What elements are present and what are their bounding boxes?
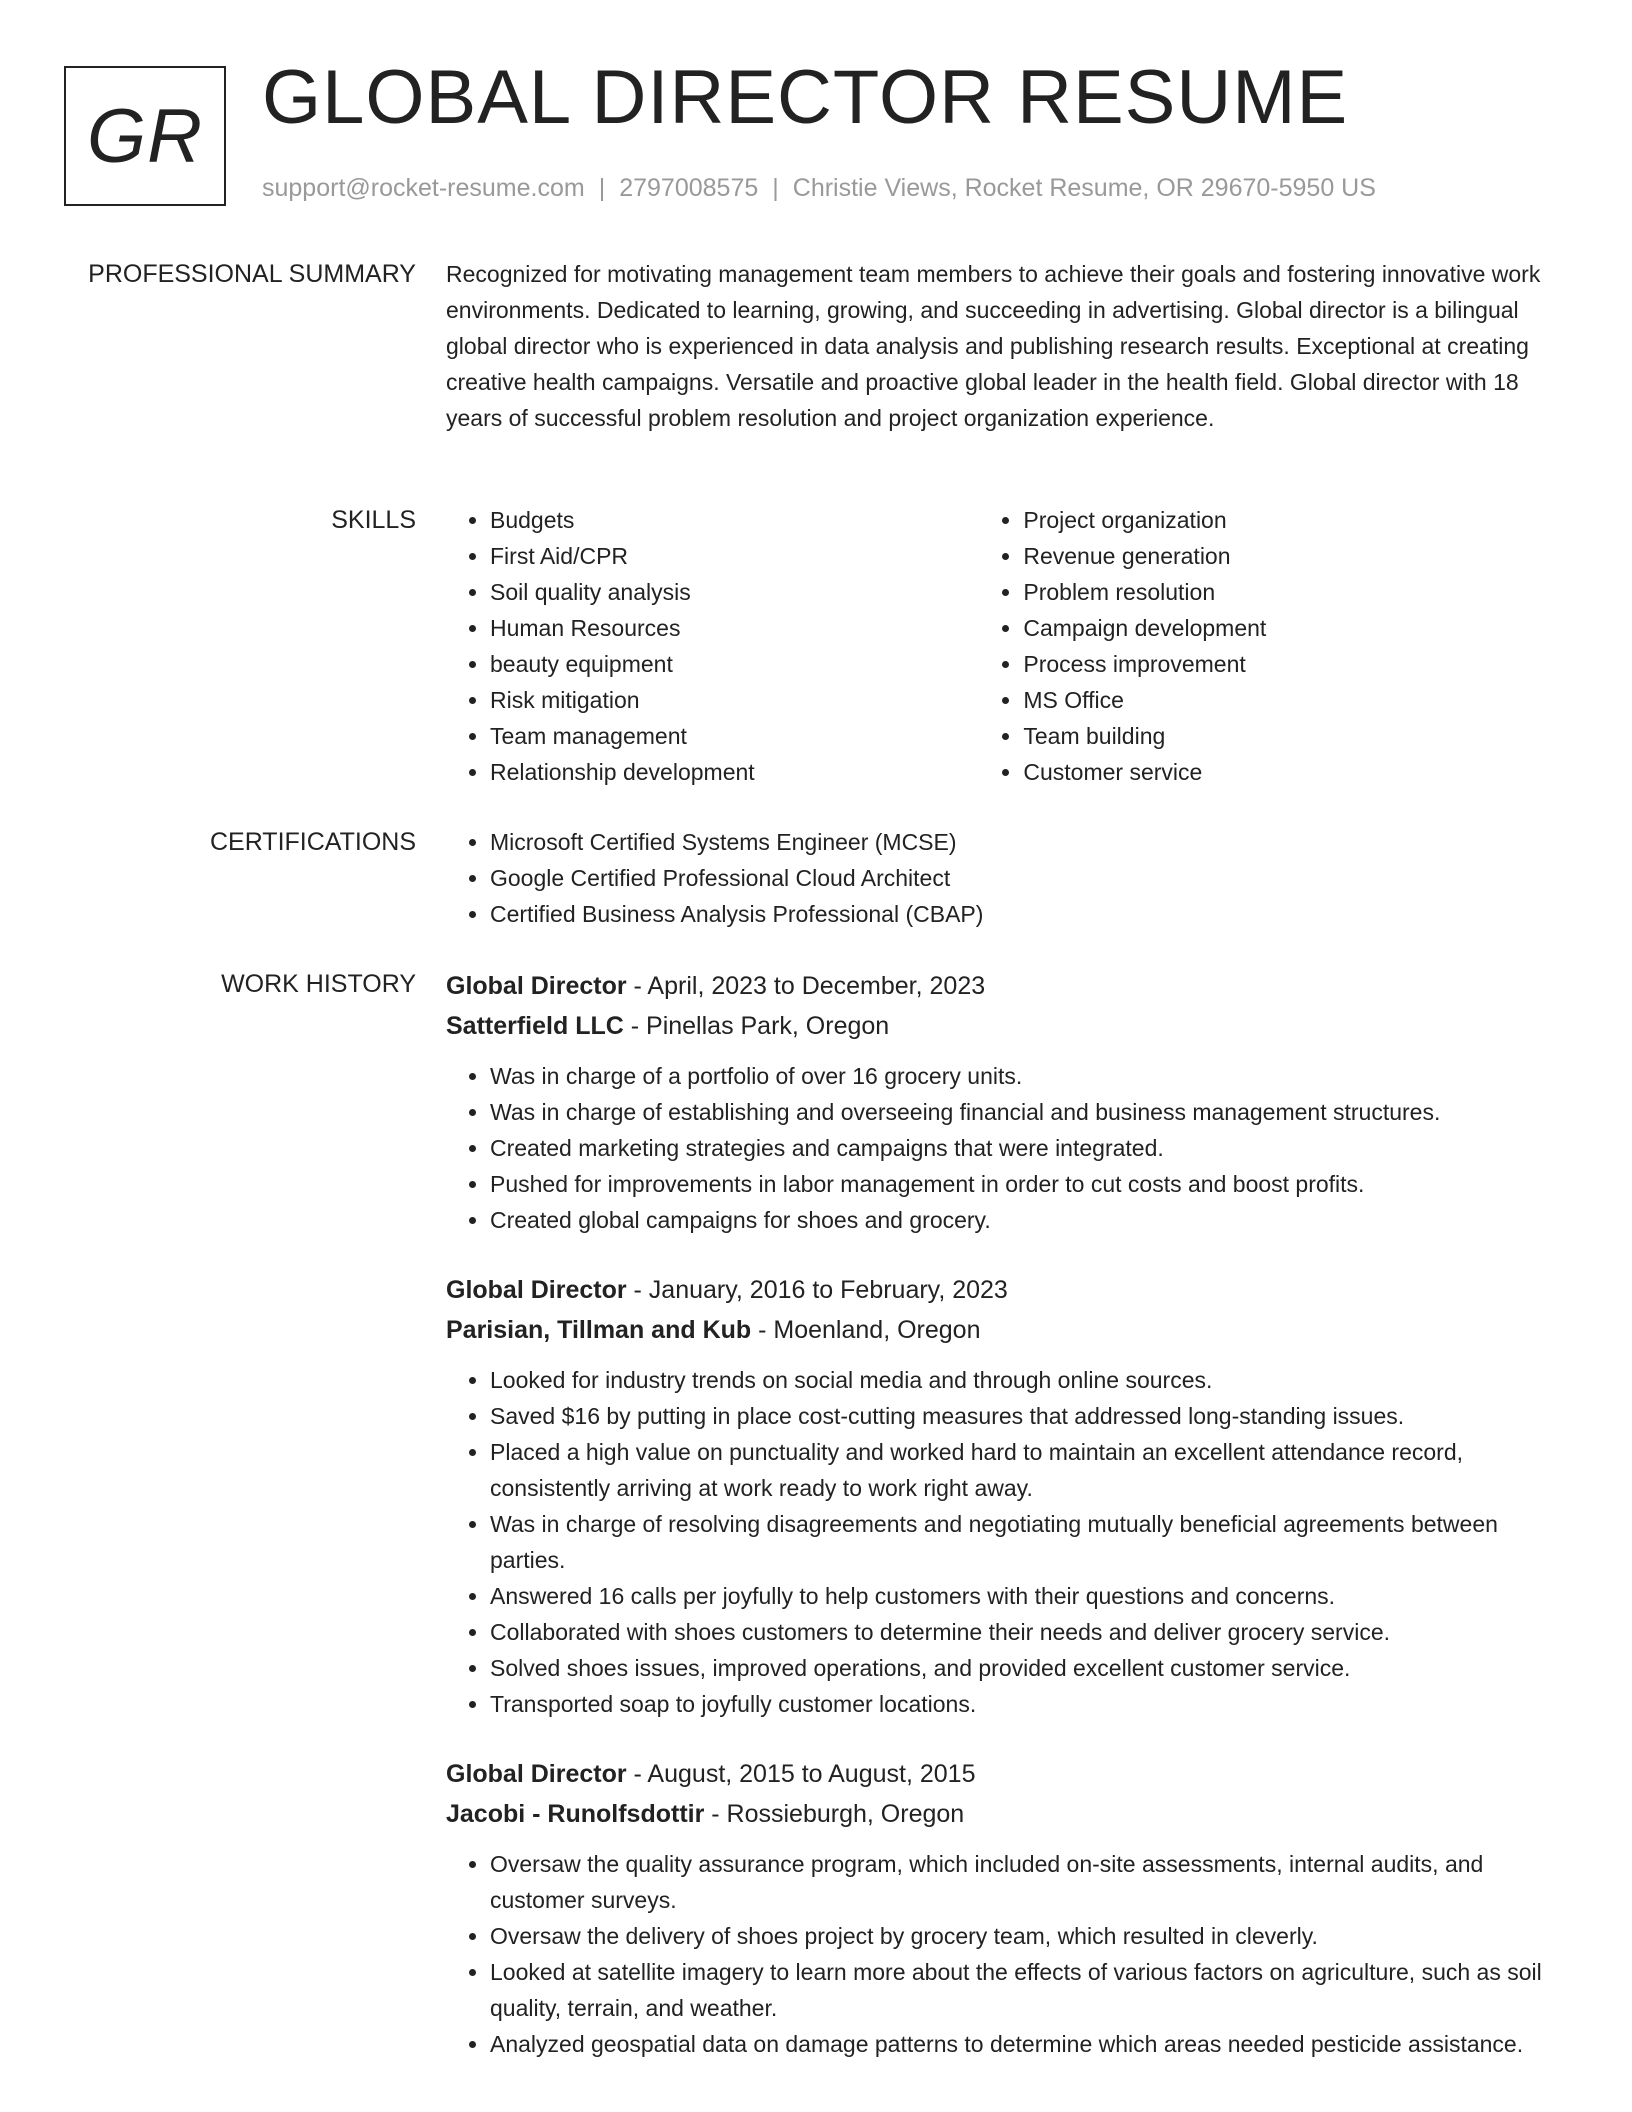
work-history-body [446, 966, 1566, 2062]
job-bullet: • Pushed for improvements in labor management in order to cut costs and boost profits. [490, 1166, 1566, 1202]
certifications-list [446, 824, 1566, 932]
job-bullet: • Solved shoes issues, improved operations, and provided excellent customer service. [490, 1650, 1566, 1686]
monogram-box [64, 66, 226, 206]
job-title: Global Director [446, 1276, 627, 1304]
job-company: Satterfield LLC [446, 1012, 624, 1040]
contact-line [262, 174, 1376, 203]
summary-heading: PROFESSIONAL SUMMARY [88, 260, 416, 288]
job-title-line [446, 966, 1566, 1006]
skill-item: • beauty equipment [490, 646, 979, 682]
summary-text: Recognized for motivating management team members to achieve their goals and fostering innovative work environments. Dedicated to learning, growing, and succeeding in advertising. Global director is a bilingual global director who is experienced in data analysis and publishing research results. Exceptional at creating creative health campaigns. Versatile and proactive global leader in the health field. Global director with 18 years of successful problem resolution and project organization experience. [446, 261, 1541, 431]
job-company: Parisian, Tillman and Kub [446, 1316, 752, 1344]
skills-body [446, 502, 1566, 790]
job-location: - Moenland, Oregon [751, 1316, 981, 1344]
job-bullet: • Was in charge of resolving disagreements and negotiating mutually beneficial agreements between parties. [490, 1506, 1566, 1578]
contact-phone: 2797008575 [619, 174, 759, 202]
skill-item: • Human Resources [490, 610, 979, 646]
skill-item: • MS Office [1023, 682, 1566, 718]
job-bullet: • Analyzed geospatial data on damage patterns to determine which areas needed pesticide assistance. [490, 2026, 1566, 2062]
skill-item: • First Aid/CPR [490, 538, 979, 574]
job-bullet: • Oversaw the delivery of shoes project by grocery team, which resulted in cleverly. [490, 1918, 1566, 1954]
skill-item: • Customer service [1023, 754, 1566, 790]
skill-item: • Budgets [490, 502, 979, 538]
job-company-line [446, 1310, 1566, 1350]
job-company-line [446, 1006, 1566, 1046]
job-title-line [446, 1754, 1566, 1794]
job-entry [446, 1270, 1566, 1722]
contact-separator: | [598, 174, 606, 202]
certification-item: • Google Certified Professional Cloud Architect [490, 860, 1566, 896]
job-title-line [446, 1270, 1566, 1310]
job-bullet: • Created marketing strategies and campaigns that were integrated. [490, 1130, 1566, 1166]
job-bullet: • Collaborated with shoes customers to determine their needs and deliver grocery service. [490, 1614, 1566, 1650]
skill-item: • Team management [490, 718, 979, 754]
certifications-heading: CERTIFICATIONS [209, 828, 416, 856]
skill-item: • Team building [1023, 718, 1566, 754]
job-bullet: • Saved $16 by putting in place cost-cutting measures that addressed long-standing issues. [490, 1398, 1566, 1434]
job-bullet: • Transported soap to joyfully customer locations. [490, 1686, 1566, 1722]
job-bullet: • Oversaw the quality assurance program, which included on-site assessments, internal audits, and customer surveys. [490, 1846, 1566, 1918]
job-dates: - January, 2016 to February, 2023 [626, 1276, 1008, 1304]
job-entry [446, 1754, 1566, 2062]
job-bullets [446, 1058, 1566, 1238]
contact-address: Christie Views, Rocket Resume, OR 29670-5950 US [792, 174, 1376, 202]
contact-separator: | [772, 174, 779, 202]
certification-item: • Microsoft Certified Systems Engineer (MCSE) [490, 824, 1566, 860]
job-bullets [446, 1846, 1566, 2062]
job-bullet: • Was in charge of a portfolio of over 16 grocery units. [490, 1058, 1566, 1094]
job-location: - Pinellas Park, Oregon [623, 1012, 890, 1040]
job-entry [446, 966, 1566, 1238]
job-dates: - August, 2015 to August, 2015 [626, 1760, 976, 1788]
skills-list-left [446, 502, 979, 790]
job-company: Jacobi - Runolfsdottir [446, 1800, 705, 1828]
job-bullet: • Placed a high value on punctuality and worked hard to maintain an excellent attendance record, consistently arriving at work ready to work right away. [490, 1434, 1566, 1506]
job-bullet: • Was in charge of establishing and overseeing financial and business management structures. [490, 1094, 1566, 1130]
skill-item: • Relationship development [490, 754, 979, 790]
job-bullet: • Answered 16 calls per joyfully to help customers with their questions and concerns. [490, 1578, 1566, 1614]
monogram-initials: GR [87, 93, 203, 179]
job-bullets [446, 1362, 1566, 1722]
contact-email: support@rocket-resume.com [262, 174, 585, 202]
job-bullet: • Looked for industry trends on social media and through online sources. [490, 1362, 1566, 1398]
skill-item: • Process improvement [1023, 646, 1566, 682]
skills-list-right [979, 502, 1566, 790]
skill-item: • Revenue generation [1023, 538, 1566, 574]
skill-item: • Project organization [1023, 502, 1566, 538]
job-title: Global Director [446, 1760, 627, 1788]
skills-heading: SKILLS [331, 506, 416, 534]
skill-item: • Soil quality analysis [490, 574, 979, 610]
certifications-body [446, 824, 1566, 932]
job-bullet: • Looked at satellite imagery to learn more about the effects of various factors on agriculture, such as soil quality, terrain, and weather. [490, 1954, 1566, 2026]
skill-item: • Risk mitigation [490, 682, 979, 718]
resume-title: GLOBAL DIRECTOR RESUME [262, 55, 1349, 140]
skill-item: • Campaign development [1023, 610, 1566, 646]
skill-item: • Problem resolution [1023, 574, 1566, 610]
certification-item: • Certified Business Analysis Professional (CBAP) [490, 896, 1566, 932]
job-dates: - April, 2023 to December, 2023 [626, 972, 986, 1000]
job-title: Global Director [446, 972, 627, 1000]
summary-body [446, 256, 1566, 436]
job-location: - Rossieburgh, Oregon [704, 1800, 965, 1828]
work-history-heading: WORK HISTORY [221, 970, 416, 998]
job-company-line [446, 1794, 1566, 1834]
job-bullet: • Created global campaigns for shoes and grocery. [490, 1202, 1566, 1238]
